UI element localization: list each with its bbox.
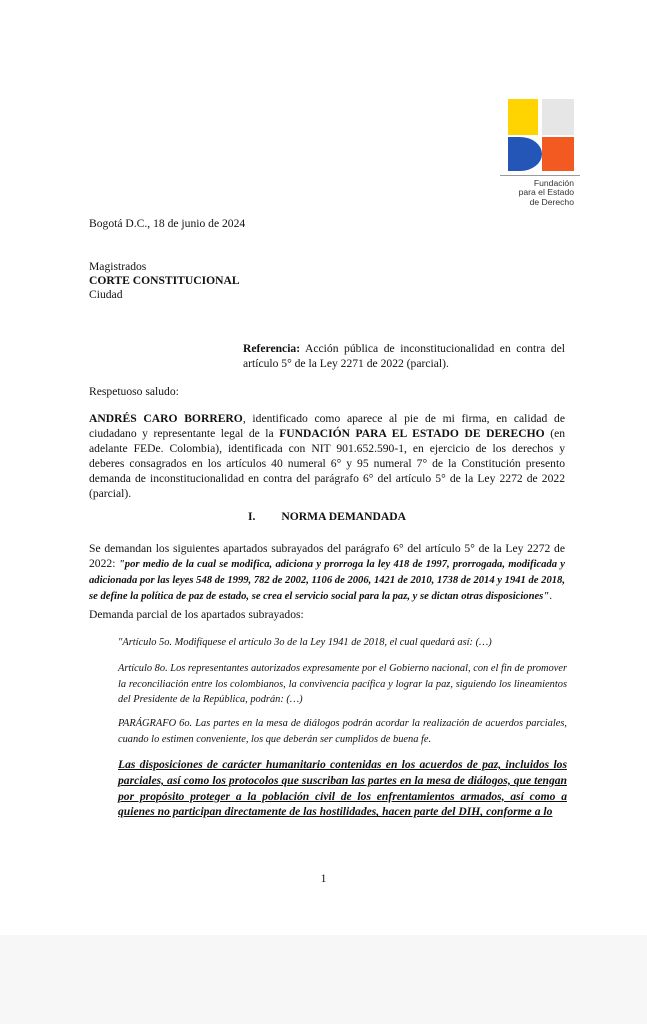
law-title: "por medio de la cual se modifica, adiciona y prorroga la ley 418 de 1997, prorrogada, modificada y adicionada por las leyes 548 de 1999, 782 de 2002, 1106 de 2006, 1421 de 2010, 1738 de 2014 y 1941 de 2018, se define la política de paz de estado, se crea el servicio social para la paz, y se dictan otras disposiciones" <box>89 559 565 602</box>
reference-block <box>243 341 565 371</box>
section-number: I. <box>247 510 256 523</box>
reference-text: Acción pública de inconstitucionalidad en contra del artículo 5° de la Ley 2271 de 2022 (parcial). <box>243 342 565 370</box>
partial-demand-line: Demanda parcial de los apartados subrayados: <box>89 608 304 621</box>
logo-text-line: de Derecho <box>529 196 574 207</box>
quote-article-5: "Artículo 5o. Modifíquese el artículo 3o de la Ley 1941 de 2018, el cual quedará así: (…) <box>118 637 492 648</box>
demand-paragraph <box>89 541 565 604</box>
date-line: Bogotá D.C., 18 de junio de 2024 <box>89 217 246 230</box>
foundation-logo <box>500 97 580 209</box>
petitioner-name: ANDRÉS CARO BORRERO <box>89 412 243 425</box>
intro-text-2: (en adelante FEDe. Colombia), identificada con NIT 901.652.590-1, en ejercicio de los derechos y deberes consagrados en los artículos 40 numeral 6° y 95 numeral 7° de la Constitución presento demanda de inconstitucionalidad en contra del parágrafo 6° del artículo 5° de la Ley 2272 de 2022 (parcial). <box>89 427 566 500</box>
logo-divider <box>500 175 580 176</box>
section-heading <box>89 509 565 524</box>
logo-text-line: Fundación <box>533 178 574 188</box>
demand-end: . <box>549 589 553 602</box>
intro-paragraph <box>89 411 565 501</box>
addressee-court: CORTE CONSTITUCIONAL <box>89 274 240 287</box>
intro-text-1: , identificado como aparece al pie de mi firma, en calidad de ciudadano y representante legal de la <box>89 412 565 440</box>
greeting: Respetuoso saludo: <box>89 385 179 398</box>
quote-demanded-text: Las disposiciones de carácter humanitario contenidas en los acuerdos de paz, incluidos los parciales, así como los protocolos que suscriban las partes en la mesa de diálogos, que tengan por propósito proteger a la población civil de los enfrentamientos armados, así como a quienes no participan directamente de las hostilidades, hacen parte del DIH, conforme a lo <box>118 758 567 819</box>
demand-lead: Se demandan los siguientes apartados subrayados del parágrafo 6° del artículo 5° de la Ley 2272 de 2022: <box>89 542 565 570</box>
section-title: NORMA DEMANDADA <box>281 510 407 523</box>
addressee-title: Magistrados <box>89 260 147 273</box>
logo-mark-icon <box>506 99 574 171</box>
page-number: 1 <box>320 872 327 885</box>
logo-text-line: para el Estado <box>518 187 574 198</box>
logo-wordmark <box>494 179 574 207</box>
addressee-city: Ciudad <box>89 288 123 301</box>
quote-article-8: Artículo 8o. Los representantes autorizados expresamente por el Gobierno nacional, con el fin de promover la reconciliación entre los colombianos, la convivencia pacífica y lograr la paz, siguiendo los lineamientos del Presidente de la República, podrán: (…) <box>118 663 567 706</box>
foundation-name: FUNDACIÓN PARA EL ESTADO DE DERECHO <box>279 427 545 440</box>
reference-label: Referencia: <box>243 342 301 355</box>
quote-paragraph-6: PARÁGRAFO 6o. Las partes en la mesa de diálogos podrán acordar la realización de acuerdos parciales, cuando lo estimen conveniente, los que deberán ser cumplidos de buena fe. <box>118 718 567 745</box>
